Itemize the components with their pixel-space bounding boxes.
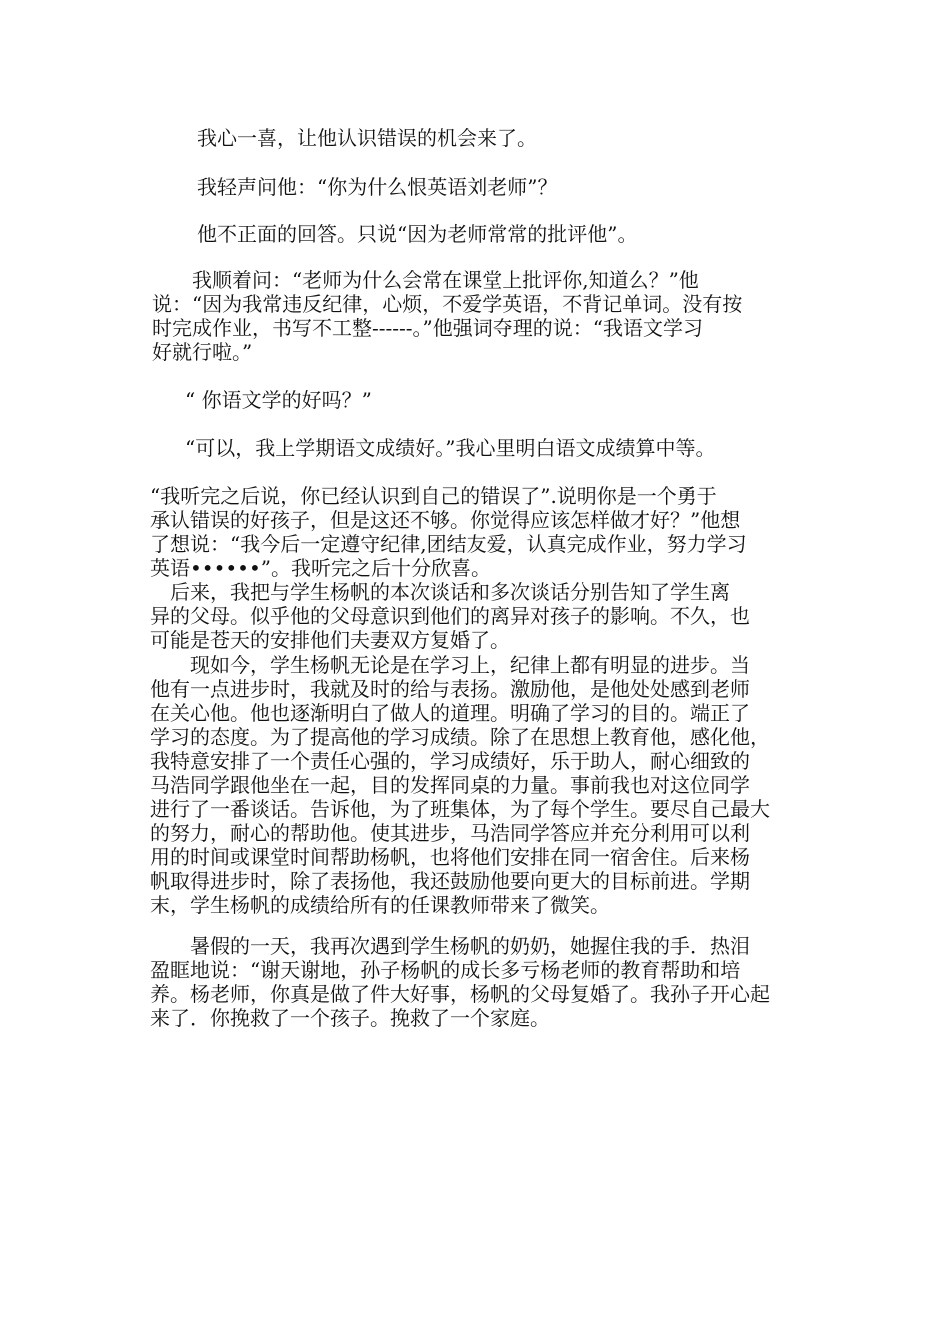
text-line: 可能是苍天的安排他们夫妻双方复婚了。: [150, 628, 510, 652]
text-line: 学习的态度。为了提高他的学习成绩。除了在思想上教育他，感化他，: [150, 725, 770, 749]
text-line: 养。杨老师，你真是做了件大好事，杨帆的父母复婚了。我孙子开心起: [150, 982, 770, 1006]
paragraph: [150, 653, 770, 917]
text-line: 帆取得进步时，除了表扬他，我还鼓励他要向更大的目标前进。学期: [150, 869, 750, 893]
text-line: 暑假的一天，我再次遇到学生杨帆的奶奶，她握住我的手．热泪: [150, 934, 750, 958]
text-line: 了想说：“我今后一定遵守纪律,团结友爱，认真完成作业，努力学习: [150, 532, 747, 556]
text-line: 马浩同学跟他坐在一起，目的发挥同桌的力量。事前我也对这位同学: [150, 773, 750, 797]
paragraph: [185, 436, 715, 460]
text-line: 后来，我把与学生杨帆的本次谈话和多次谈话分别告知了学生离: [150, 580, 730, 604]
text-line: 我轻声问他：“你为什么恨英语刘老师”？: [197, 175, 558, 199]
text-line: “我听完之后说，你已经认识到自己的错误了”.说明你是一个勇于: [150, 484, 717, 508]
paragraph: [185, 388, 372, 412]
text-line: “可以，我上学期语文成绩好。”我心里明白语文成绩算中等。: [185, 436, 716, 460]
text-line: “ 你语文学的好吗？”: [185, 388, 372, 412]
paragraph: [150, 580, 750, 652]
text-line: 说：“因为我常违反纪律，心烦，不爱学英语，不背记单词。没有按: [152, 292, 743, 316]
text-line: 用的时间或课堂时间帮助杨帆，也将他们安排在同一宿舍住。后来杨: [150, 845, 750, 869]
paragraph: [150, 484, 747, 580]
text-line: 我顺着问：“老师为什么会常在课堂上批评你,知道么？”他: [152, 268, 699, 292]
text-line: 我心一喜，让他认识错误的机会来了。: [197, 126, 537, 150]
paragraph: [197, 175, 557, 199]
paragraph: [150, 934, 770, 1030]
text-line: 的努力，耐心的帮助他。使其进步，马浩同学答应并充分利用可以利: [150, 821, 750, 845]
text-line: 他不正面的回答。只说“因为老师常常的批评他”。: [197, 222, 638, 246]
text-line: 英语••••••”。我听完之后十分欣喜。: [150, 556, 492, 580]
text-line: 时完成作业，书写不工整------。”他强词夺理的说：“我语文学习: [152, 316, 703, 340]
text-line: 现如今，学生杨帆无论是在学习上，纪律上都有明显的进步。当: [150, 653, 750, 677]
text-line: 在关心他。他也逐渐明白了做人的道理。明确了学习的目的。端正了: [150, 701, 750, 725]
text-line: 承认错误的好孩子，但是这还不够。你觉得应该怎样做才好？”他想: [150, 508, 741, 532]
text-line: 进行了一番谈话。告诉他，为了班集体，为了每个学生。要尽自己最大: [150, 797, 770, 821]
paragraph: [152, 268, 742, 364]
paragraph: [197, 222, 637, 246]
text-line: 来了．你挽救了一个孩子。挽救了一个家庭。: [150, 1006, 550, 1030]
text-line: 好就行啦。”: [152, 340, 253, 364]
paragraph: [197, 126, 537, 150]
text-line: 异的父母。似乎他的父母意识到他们的离异对孩子的影响。不久，也: [150, 604, 750, 628]
text-line: 他有一点进步时，我就及时的给与表扬。激励他，是他处处感到老师: [150, 677, 750, 701]
text-line: 盈眶地说：“谢天谢地，孙子杨帆的成长多亏杨老师的教育帮助和培: [150, 958, 741, 982]
text-line: 我特意安排了一个责任心强的，学习成绩好，乐于助人，耐心细致的: [150, 749, 750, 773]
text-line: 末，学生杨帆的成绩给所有的任课教师带来了微笑。: [150, 893, 610, 917]
